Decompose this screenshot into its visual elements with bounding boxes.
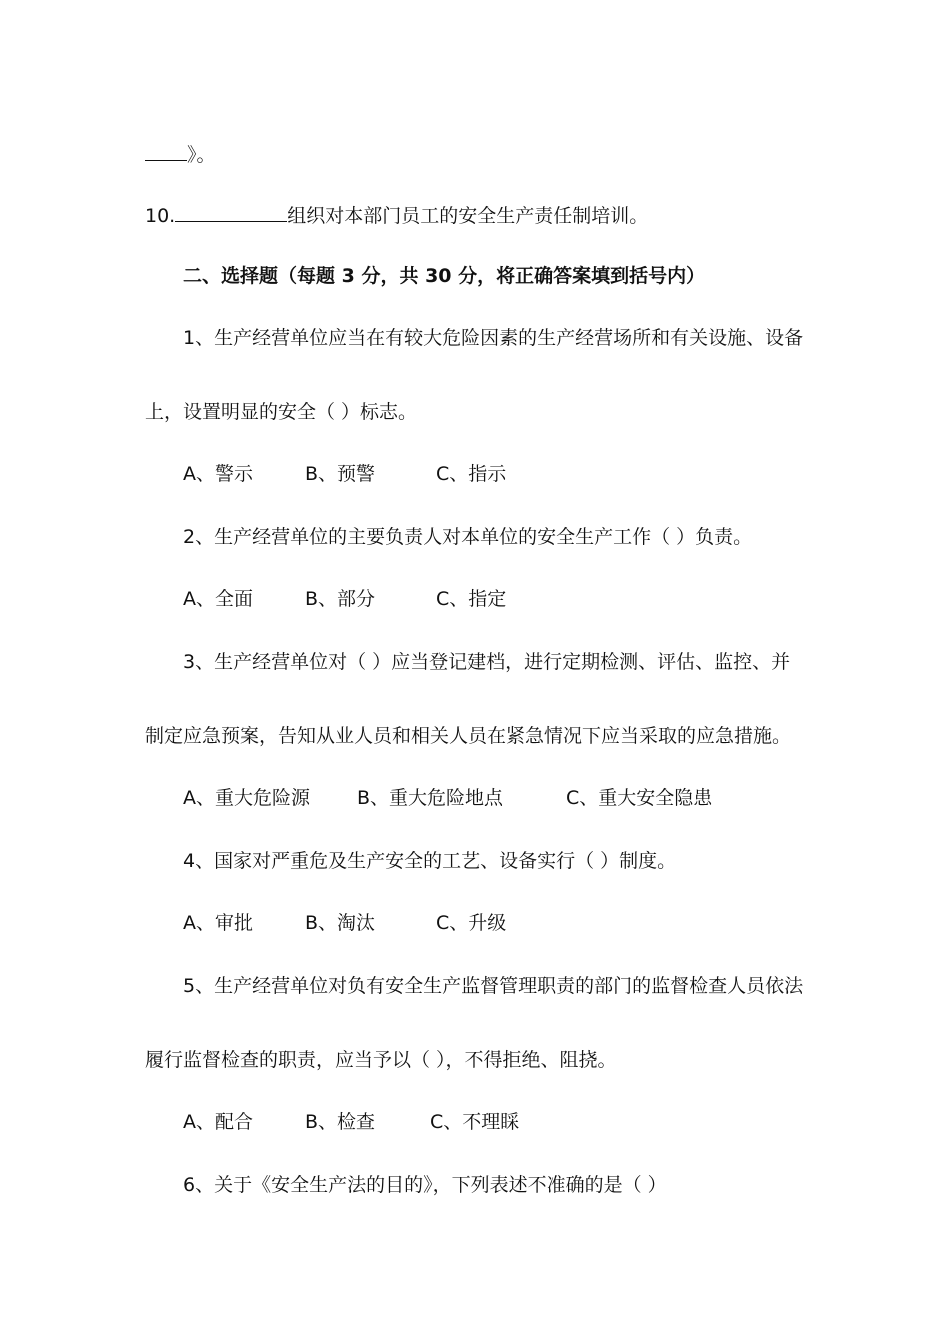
question-5-line-1: 5、生产经营单位对负有安全生产监督管理职责的部门的监督检查人员依法 bbox=[183, 975, 804, 997]
question-5-line-2: 履行监督检查的职责，应当予以（ ），不得拒绝、阻挠。 bbox=[145, 1049, 617, 1071]
question-1-option-b: B、预警 bbox=[305, 463, 376, 485]
question-5-option-b: B、检查 bbox=[305, 1111, 376, 1133]
question-3-option-a: A、重大危险源 bbox=[183, 787, 310, 809]
question-6-line-1: 6、关于《安全生产法的目的》，下列表述不准确的是（ ） bbox=[183, 1174, 667, 1196]
question-3-option-c: C、重大安全隐患 bbox=[566, 787, 713, 809]
question-3-line-2: 制定应急预案，告知从业人员和相关人员在紧急情况下应当采取的应急措施。 bbox=[145, 725, 792, 747]
fill-blank bbox=[175, 201, 287, 222]
continuation-line bbox=[145, 140, 216, 168]
question-5-option-c: C、不理睬 bbox=[430, 1111, 520, 1133]
question-3-line-1: 3、生产经营单位对（ ）应当登记建档，进行定期检测、评估、监控、并 bbox=[183, 651, 791, 673]
question-4-option-b: B、淘汰 bbox=[305, 912, 376, 934]
question-2-option-c: C、指定 bbox=[436, 588, 507, 610]
question-1-line-2: 上，设置明显的安全（ ）标志。 bbox=[145, 401, 418, 423]
question-2-option-b: B、部分 bbox=[305, 588, 376, 610]
section-heading: 二、选择题（每题 3 分，共 30 分，将正确答案填到括号内） bbox=[183, 265, 706, 287]
question-1-option-c: C、指示 bbox=[436, 463, 507, 485]
item-text: 组织对本部门员工的安全生产责任制培训。 bbox=[287, 205, 649, 227]
question-1-line-1: 1、生产经营单位应当在有较大危险因素的生产经营场所和有关设施、设备 bbox=[183, 327, 804, 349]
continuation-text: 》。 bbox=[187, 144, 216, 166]
question-5-option-a: A、配合 bbox=[183, 1111, 253, 1133]
question-4-option-c: C、升级 bbox=[436, 912, 507, 934]
question-4-line-1: 4、国家对严重危及生产安全的工艺、设备实行（ ）制度。 bbox=[183, 850, 677, 872]
fill-item-10 bbox=[145, 201, 648, 229]
question-2-line-1: 2、生产经营单位的主要负责人对本单位的安全生产工作（ ）负责。 bbox=[183, 526, 753, 548]
question-4-option-a: A、审批 bbox=[183, 912, 253, 934]
fill-blank bbox=[145, 140, 187, 161]
question-3-option-b: B、重大危险地点 bbox=[357, 787, 504, 809]
question-2-option-a: A、全面 bbox=[183, 588, 253, 610]
question-1-option-a: A、警示 bbox=[183, 463, 253, 485]
item-number: 10. bbox=[145, 205, 176, 227]
